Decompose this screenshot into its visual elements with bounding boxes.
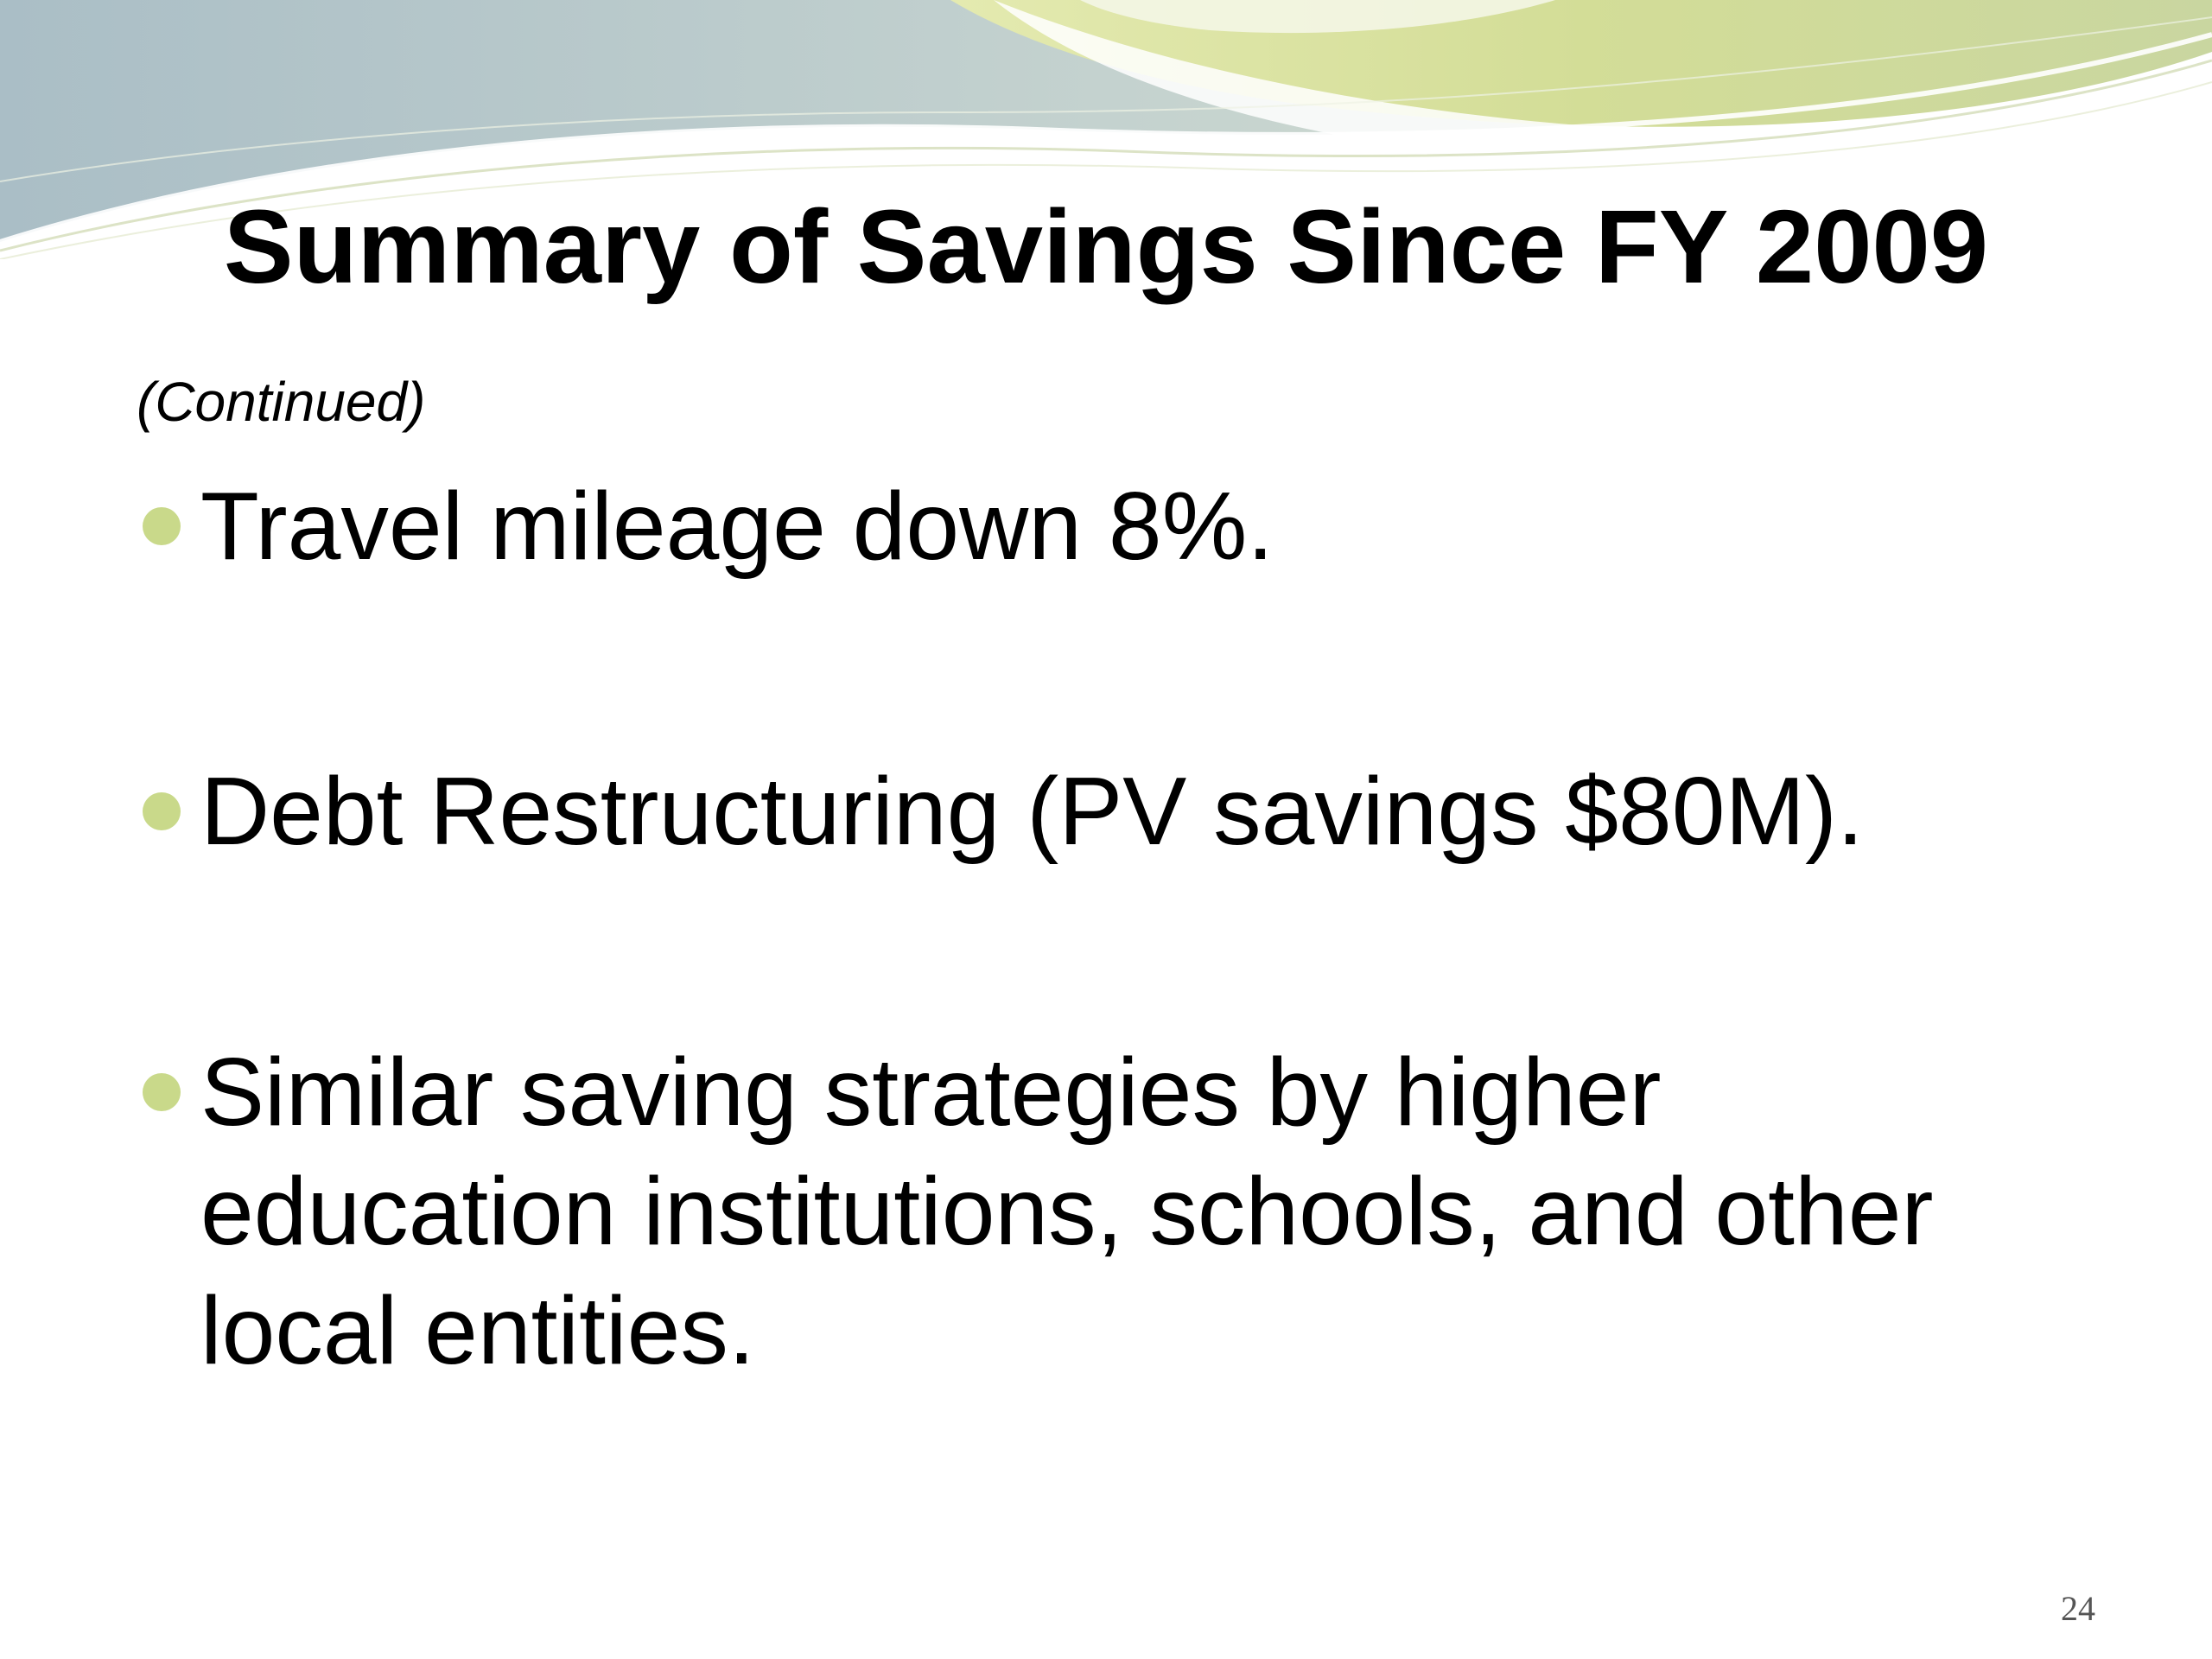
continued-label: (Continued) <box>137 371 426 433</box>
bullet-dot-icon <box>143 507 181 545</box>
bullet-dot-icon <box>143 792 181 830</box>
bullet-text: Debt Restructuring (PV savings $80M). <box>200 758 1864 865</box>
bullet-dot-icon <box>143 1073 181 1111</box>
bullet-text: Travel mileage down 8%. <box>200 473 1274 580</box>
slide-title: Summary of Savings Since FY 2009 <box>223 188 1989 305</box>
bullet-text: Similar saving strategies by higher education institutions, schools, and other local entities. <box>200 1039 1934 1384</box>
page-number: 24 <box>2061 1589 2095 1628</box>
